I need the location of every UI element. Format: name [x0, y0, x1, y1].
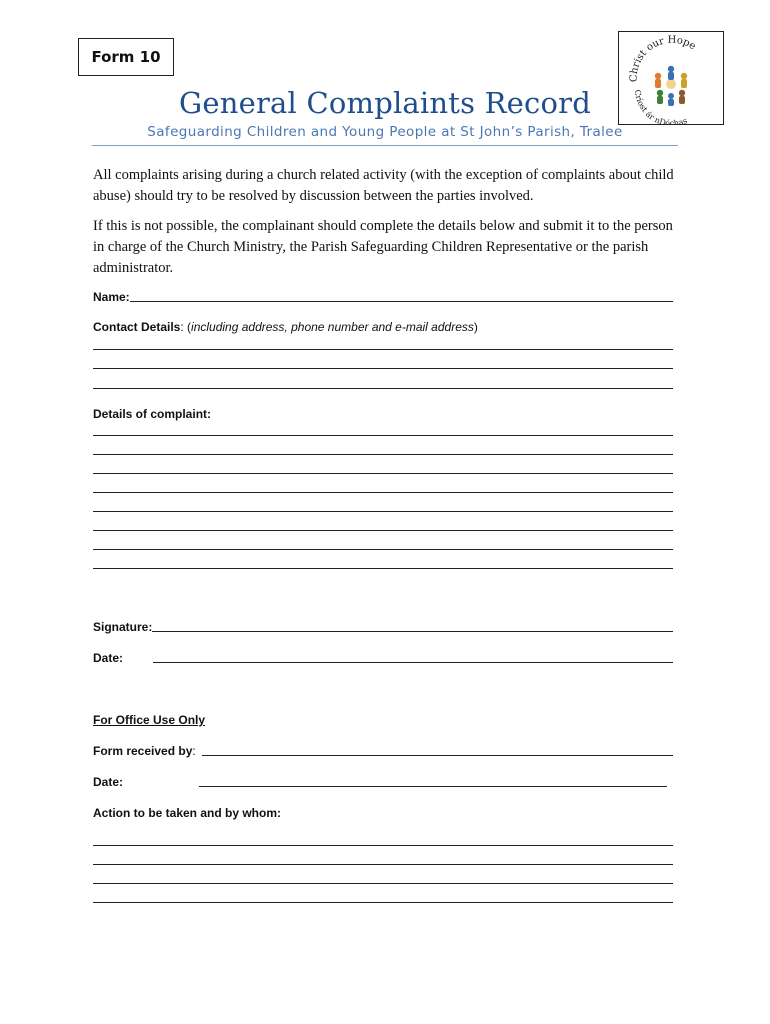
action-line-1[interactable] [93, 845, 673, 846]
office-heading-row [93, 711, 673, 727]
svg-text:Christ our Hope [629, 35, 698, 82]
page-title: General Complaints Record [179, 86, 591, 120]
contact-row [93, 318, 673, 334]
complaint-line-6[interactable] [93, 530, 673, 531]
name-field[interactable] [130, 300, 673, 302]
action-label: Action to be taken and by whom: [93, 806, 282, 820]
contact-line-1[interactable] [93, 349, 673, 350]
intro-paragraph-2: If this is not possible, the complainant should complete the details below and submit it to the person in charge of the Church Ministry, the Parish Safeguarding Children Representative or the parish administrator. [93, 218, 673, 276]
received-colon: : [192, 744, 196, 758]
form-number: Form 10 [91, 48, 161, 66]
action-line-2[interactable] [93, 864, 673, 865]
office-date-field[interactable] [199, 785, 667, 787]
signature-field[interactable] [152, 630, 673, 632]
contact-label: Contact Details [93, 320, 181, 334]
date-row [93, 649, 673, 665]
received-row [93, 742, 673, 758]
contact-line-2[interactable] [93, 368, 673, 369]
date-label: Date: [93, 651, 124, 665]
signature-row [93, 618, 673, 634]
logo-text-top: Christ our Hope [628, 34, 698, 83]
complaint-line-5[interactable] [93, 511, 673, 512]
title-divider [92, 145, 678, 146]
name-row [93, 288, 673, 304]
complaint-line-1[interactable] [93, 435, 673, 436]
office-date-label: Date: [93, 775, 124, 789]
complaint-label: Details of complaint: [93, 407, 212, 421]
contact-hint-close: ) [473, 320, 478, 334]
page-subtitle: Safeguarding Children and Young People at St John’s Parish, Tralee [147, 124, 623, 140]
contact-line-3[interactable] [93, 388, 673, 389]
complaint-line-8[interactable] [93, 568, 673, 569]
received-label: Form received by [93, 744, 193, 758]
complaint-line-2[interactable] [93, 454, 673, 455]
signature-label: Signature: [93, 620, 153, 634]
complaint-line-3[interactable] [93, 473, 673, 474]
name-label: Name: [93, 290, 130, 304]
complaint-line-7[interactable] [93, 549, 673, 550]
contact-hint-open: : ( [180, 320, 192, 334]
action-line-4[interactable] [93, 902, 673, 903]
logo-text-bottom: Críost ár nDóchas [632, 89, 689, 124]
office-date-row [93, 773, 667, 789]
contact-hint: including address, phone number and e-mail address [191, 320, 474, 334]
date-field[interactable] [153, 661, 673, 663]
received-by-field[interactable] [202, 754, 673, 756]
complaint-row [93, 405, 673, 421]
intro-paragraph-1: All complaints arising during a church related activity (with the exception of complaints about child abuse) should try to be resolved by discussion between the parties involved. [93, 167, 674, 204]
action-row [93, 804, 673, 820]
form-number-box [78, 38, 174, 76]
office-use-heading: For Office Use Only [93, 713, 206, 727]
action-line-3[interactable] [93, 883, 673, 884]
complaint-line-4[interactable] [93, 492, 673, 493]
